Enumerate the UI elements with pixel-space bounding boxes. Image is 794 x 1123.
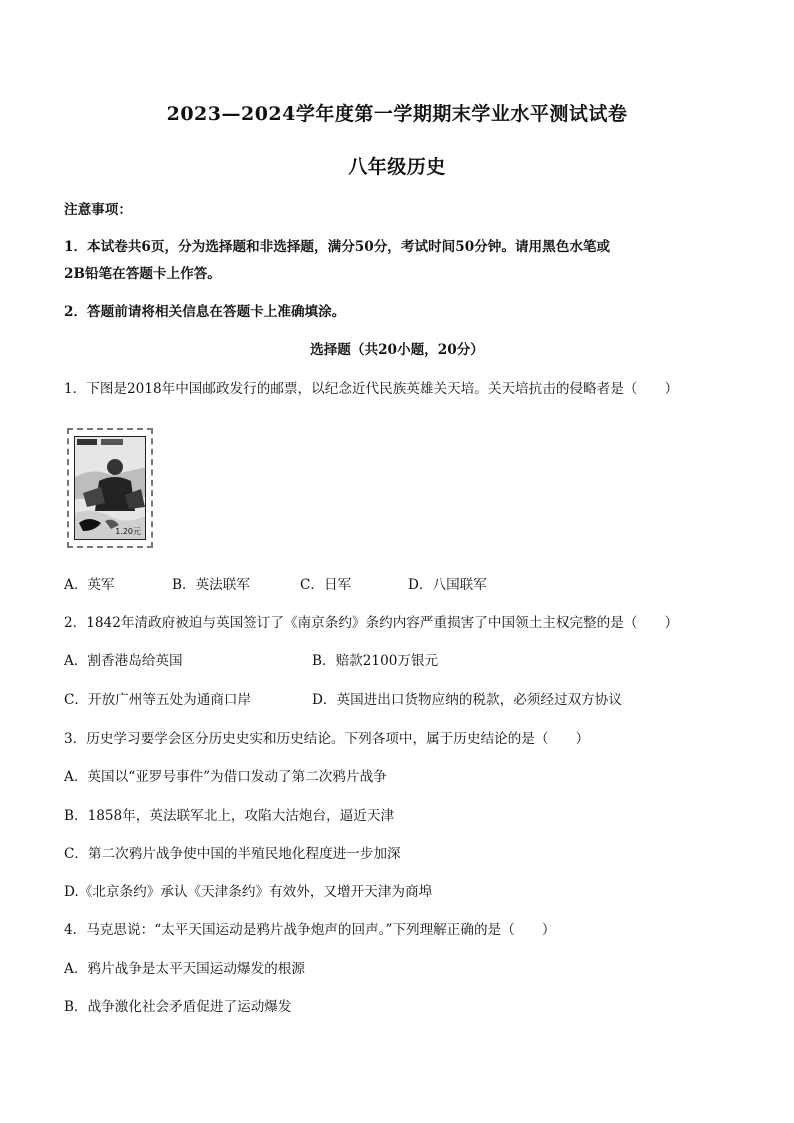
notes-item-1-line-1: 1．本试卷共6页，分为选择题和非选择题，满分50分，考试时间50分钟。请用黑色水笔或 (64, 239, 611, 255)
notes-heading: 注意事项： (64, 202, 132, 218)
question-1-option-a: A．英军 (64, 577, 115, 593)
question-1-option-b: B．英法联军 (172, 577, 250, 593)
portrait-illustration (75, 437, 146, 540)
question-4-option-a: A．鸦片战争是太平天国运动爆发的根源 (64, 961, 305, 977)
notes-item-2: 2．答题前请将相关信息在答题卡上准确填涂。 (64, 304, 346, 320)
question-3-stem: 3．历史学习要学会区分历史史实和历史结论。下列各项中，属于历史结论的是（ ） (64, 731, 590, 747)
question-2-stem: 2．1842年清政府被迫与英国签订了《南京条约》条约内容严重损害了中国领土主权完整的是（ ） (64, 615, 679, 631)
question-2-option-a: A．割香港岛给英国 (64, 653, 183, 669)
question-3-option-d: D.《北京条约》承认《天津条约》有效外，又增开天津为商埠 (64, 884, 433, 900)
stamp-picture (74, 436, 146, 540)
question-1-stem: 1．下图是2018年中国邮政发行的邮票，以纪念近代民族英雄关天培。关天培抗击的侵略者是（ ） (64, 381, 679, 397)
exam-title: 2023—2024学年度第一学期期末学业水平测试试卷 (166, 103, 628, 125)
question-4-option-b: B．战争激化社会矛盾促进了运动爆发 (64, 999, 292, 1015)
question-2-option-b: B．赔款2100万银元 (312, 653, 439, 669)
question-3-option-b: B．1858年，英法联军北上，攻陷大沽炮台，逼近天津 (64, 808, 395, 824)
question-4-stem: 4．马克思说：“太平天国运动是鸦片战争炮声的回声。”下列理解正确的是（ ） (64, 922, 556, 938)
question-1-option-c: C．日军 (300, 577, 352, 593)
question-3-option-c: C．第二次鸦片战争使中国的半殖民地化程度进一步加深 (64, 846, 401, 862)
stamp-image (67, 428, 153, 548)
stamp-face-value: 1.20元 (115, 527, 141, 536)
question-3-option-a: A．英国以“亚罗号事件”为借口发动了第二次鸦片战争 (64, 769, 387, 785)
section-title: 选择题（共20小题，20分） (310, 342, 484, 358)
question-1-option-d: D．八国联军 (408, 577, 487, 593)
question-2-option-c: C．开放广州等五处为通商口岸 (64, 692, 252, 708)
notes-item-1-line-2: 2B铅笔在答题卡上作答。 (64, 266, 221, 282)
exam-subtitle: 八年级历史 (348, 156, 446, 178)
question-2-option-d: D．英国进出口货物应纳的税款，必须经过双方协议 (312, 692, 622, 708)
